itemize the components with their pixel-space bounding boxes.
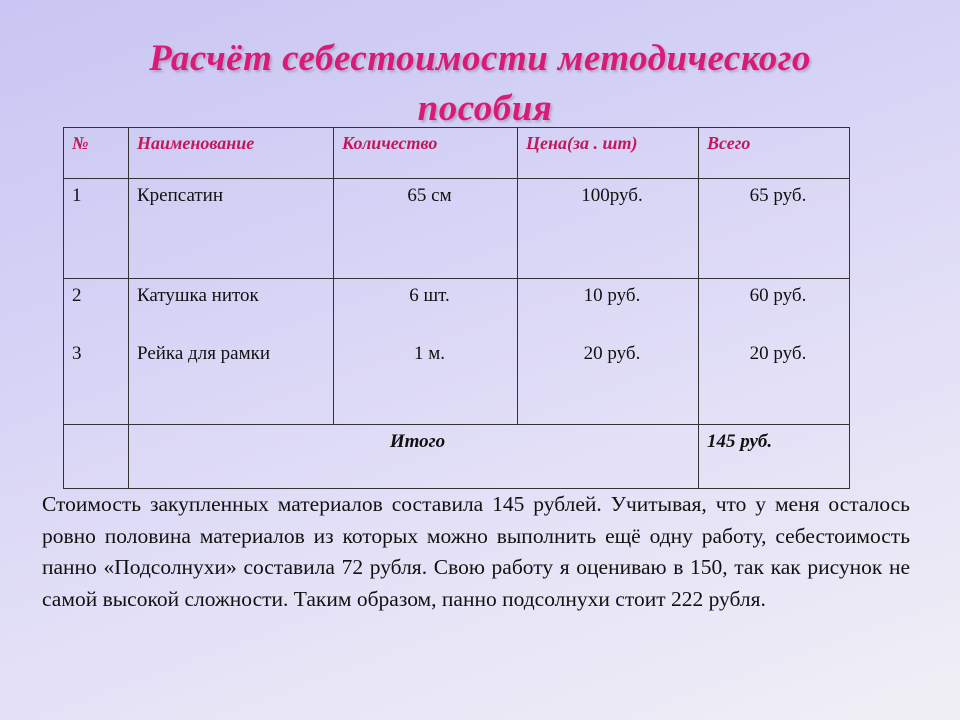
row-total: 20 руб. [749,343,807,364]
row-num: 3 [72,343,82,364]
row-total: 60 руб. [749,285,807,306]
page-title-line-1: Расчёт себестоимости методического [149,38,811,79]
header-price: Цена(за . шт) [518,128,699,179]
summary-paragraph: Стоимость закупленных материалов составила 145 рублей. Учитывая, что у меня осталось ровно половина материалов из которых можно выполнить ещё одну работу, себестоимость панно «Подсолнухи» составила 72 рубля. Свою работу я оцениваю в 150, так как рисунок не самой высокой сложности. Таким образом, панно подсолнухи стоит 222 рубля. [42,492,910,611]
total-value: 145 руб. [699,425,850,489]
row-price: 20 руб. [583,343,641,364]
table-row [64,179,850,279]
cost-table [63,127,850,489]
row-total: 65 руб. [699,179,850,279]
table-header-row [64,128,850,179]
row-num-cell [64,279,129,425]
row-name-cell [129,279,334,425]
header-qty: Количество [334,128,518,179]
row-num: 1 [64,179,129,279]
total-empty-cell [64,425,129,489]
header-name: Наименование [129,128,334,179]
row-name: Рейка для рамки [137,343,271,364]
row-qty: 65 см [334,179,518,279]
row-qty-cell [334,279,518,425]
row-total-cell [699,279,850,425]
total-label: Итого [129,425,699,489]
row-num: 2 [72,285,82,306]
header-num: № [64,128,129,179]
row-price: 100руб. [518,179,699,279]
page-title [0,34,960,134]
page-title-line-2: пособия [417,88,553,129]
row-name: Катушка ниток [137,285,259,306]
header-total: Всего [699,128,850,179]
row-qty: 6 шт. [409,285,450,306]
row-price-cell [518,279,699,425]
row-qty: 1 м. [413,343,446,364]
table-total-row [64,425,850,489]
row-name: Крепсатин [129,179,334,279]
row-price: 10 руб. [583,285,641,306]
table-row [64,279,850,425]
